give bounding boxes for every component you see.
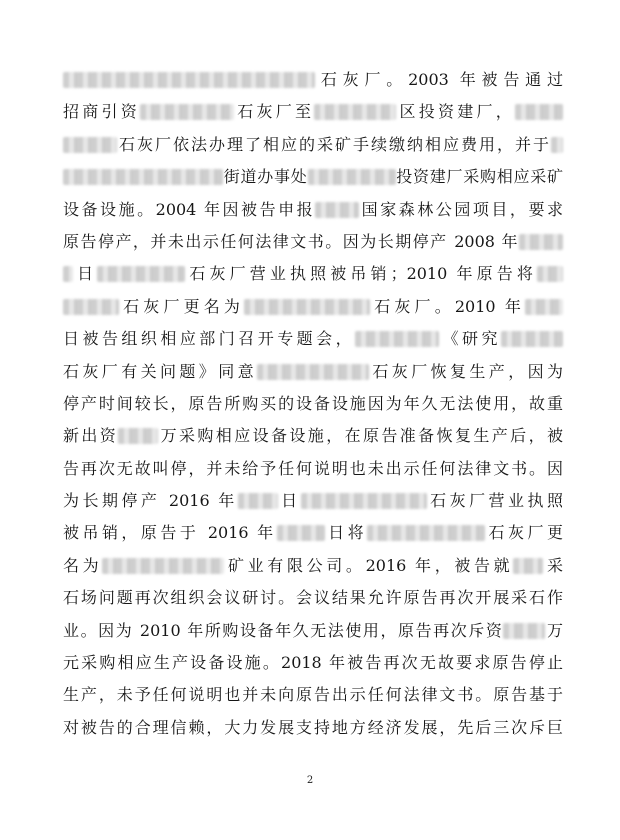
page-number: 2 [306, 775, 314, 786]
redaction-block [355, 331, 439, 347]
redaction-block [63, 299, 119, 315]
text-line-1: 石灰厂。2003 年被告通过 [63, 64, 563, 96]
redaction-block [308, 169, 396, 185]
text-line-13: 告再次无故叫停，并未给予任何说明也未出示任何法律文书。因 [63, 458, 563, 478]
text-line-7: 日 石灰厂营业执照被吊销；2010 年原告将 [63, 258, 563, 290]
redaction-block [63, 169, 223, 185]
text-line-2: 招商引资 石灰厂至 区投资建厂， [63, 96, 563, 128]
redaction-block [537, 266, 563, 282]
text-line-6: 原告停产，并未出示任何法律文书。因为长期停产 2008 年 [63, 226, 563, 258]
redaction-block [525, 299, 563, 315]
text-line-20: 生产，未予任何说明也并未向原告出示任何法律文书。原告基于 [63, 685, 563, 705]
text-line-3: 石灰厂依法办理了相应的采矿手续缴纳相应费用，并于 [63, 129, 563, 161]
body-text [63, 64, 563, 744]
text-line-21: 对被告的合理信赖，大力发展支持地方经济发展，先后三次斥巨 [63, 717, 563, 737]
redaction-block [301, 493, 427, 509]
text-line-8: 石灰厂更名为 石灰厂。2010 年 [63, 291, 563, 323]
redaction-block [551, 137, 563, 153]
redaction-block [515, 104, 563, 120]
text-line-10: 石灰厂有关问题》同意 石灰厂恢复生产，因为 [63, 361, 563, 381]
redaction-block [118, 428, 158, 444]
text-line-5: 设备设施。2004 年因被告申报 国家森林公园项目，要求 [63, 199, 563, 219]
text-line-15: 被吊销，原告于 2016 年 日将 石灰厂更 [63, 523, 563, 543]
redaction-block [513, 558, 543, 574]
redaction-block [140, 104, 234, 120]
redaction-block [97, 266, 185, 282]
redaction-block [315, 202, 359, 218]
text-line-16: 名为 矿业有限公司。2016 年，被告就 采 [63, 555, 563, 575]
redaction-block [63, 72, 315, 88]
redaction-block [503, 623, 545, 639]
redaction-block [277, 525, 325, 541]
text-line-19: 元采购相应生产设备设施。2018 年被告再次无故要求原告停止 [63, 653, 563, 673]
text-line-12: 新出资 万采购相应设备设施，在原告准备恢复生产后，被 [63, 426, 563, 446]
redaction-block [519, 234, 563, 250]
redaction-block [63, 137, 117, 153]
redaction-block [314, 104, 396, 120]
text-line-14: 为长期停产 2016 年 日 石灰厂营业执照 [63, 491, 563, 511]
text-line-11: 停产时间较长，原告所购买的设备设施因为年久无法使用，故重 [63, 393, 563, 413]
redaction-block [501, 331, 563, 347]
text-line-4: 街道办事处 投资建厂采购相应采矿 [63, 161, 563, 193]
redaction-block [367, 525, 485, 541]
redaction-block [63, 266, 73, 282]
redaction-block [244, 299, 370, 315]
text-line-9: 日被告组织相应部门召开专题会， 《研究 [63, 323, 563, 355]
text-line-18: 业。因为 2010 年所购设备年久无法使用，原告再次斥资 万 [63, 620, 563, 640]
redaction-block [102, 558, 224, 574]
text-line-17: 石场问题再次组织会议研讨。会议结果允许原告再次开展采石作 [63, 588, 563, 608]
redaction-block [257, 364, 369, 380]
redaction-block [238, 493, 278, 509]
